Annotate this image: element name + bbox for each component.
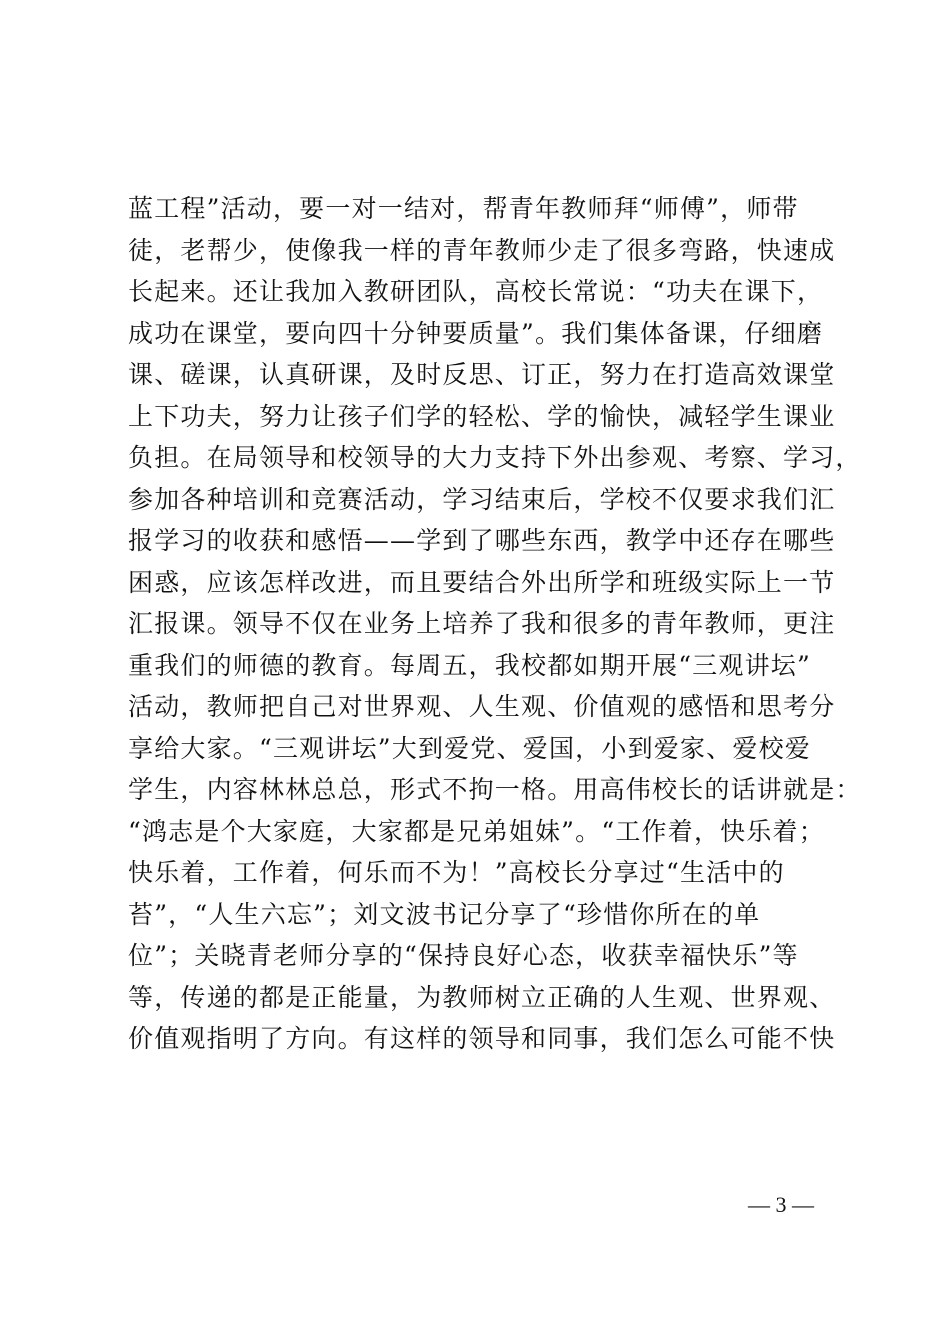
body-text bbox=[128, 188, 862, 1060]
text-line: 价值观指明了方向。有这样的领导和同事，我们怎么可能不快 bbox=[128, 1024, 836, 1053]
text-line: 活动，教师把自己对世界观、人生观、价值观的感悟和思考分 bbox=[128, 692, 836, 721]
page-number: — 3 — bbox=[748, 1192, 814, 1217]
text-line: 长起来。还让我加入教研团队，高校长常说：“功夫在课下， bbox=[128, 277, 824, 306]
text-line: 徒，老帮少，使像我一样的青年教师少走了很多弯路，快速成 bbox=[128, 235, 836, 265]
text-line: 重我们的师德的教育。每周五，我校都如期开展“三观讲坛” bbox=[128, 650, 811, 680]
text-line: 位”；关晓青老师分享的“保持良好心态，收获幸福快乐”等 bbox=[128, 941, 799, 970]
text-line: 参加各种培训和竞赛活动，学习结束后，学校不仅要求我们汇 bbox=[128, 484, 836, 514]
text-line: 快乐着，工作着，何乐而不为！”高校长分享过“生活中的 bbox=[128, 858, 785, 887]
text-line: 报学习的收获和感悟——学到了哪些东西，教学中还存在哪些 bbox=[128, 526, 836, 555]
text-line: 课、磋课，认真研课，及时反思、订正，努力在打造高效课堂 bbox=[128, 360, 836, 389]
text-line: “鸿志是个大家庭，大家都是兄弟姐妹”。“工作着，快乐着； bbox=[128, 816, 825, 846]
text-line: 等，传递的都是正能量，为教师树立正确的人生观、世界观、 bbox=[128, 982, 836, 1012]
text-line: 学生，内容林林总总，形式不拘一格。用高伟校长的话讲就是： bbox=[128, 775, 862, 804]
text-line: 成功在课堂，要向四十分钟要质量”。我们集体备课，仔细磨 bbox=[128, 318, 824, 348]
text-line: 苔”，“人生六忘”；刘文波书记分享了“珍惜你所在的单 bbox=[128, 899, 761, 929]
text-line: 汇报课。领导不仅在业务上培养了我和很多的青年教师，更注 bbox=[128, 609, 836, 638]
text-line: 享给大家。“三观讲坛”大到爱党、爱国，小到爱家、爱校爱 bbox=[128, 733, 811, 763]
text-line: 上下功夫，努力让孩子们学的轻松、学的愉快，减轻学生课业 bbox=[128, 401, 836, 431]
text-line: 困惑，应该怎样改进，而且要结合外出所学和班级实际上一节 bbox=[128, 567, 836, 597]
text-line: 蓝工程”活动，要一对一结对，帮青年教师拜“师傅”，师带 bbox=[128, 194, 799, 223]
text-line: 负担。在局领导和校领导的大力支持下外出参观、考察、学习， bbox=[128, 443, 862, 472]
